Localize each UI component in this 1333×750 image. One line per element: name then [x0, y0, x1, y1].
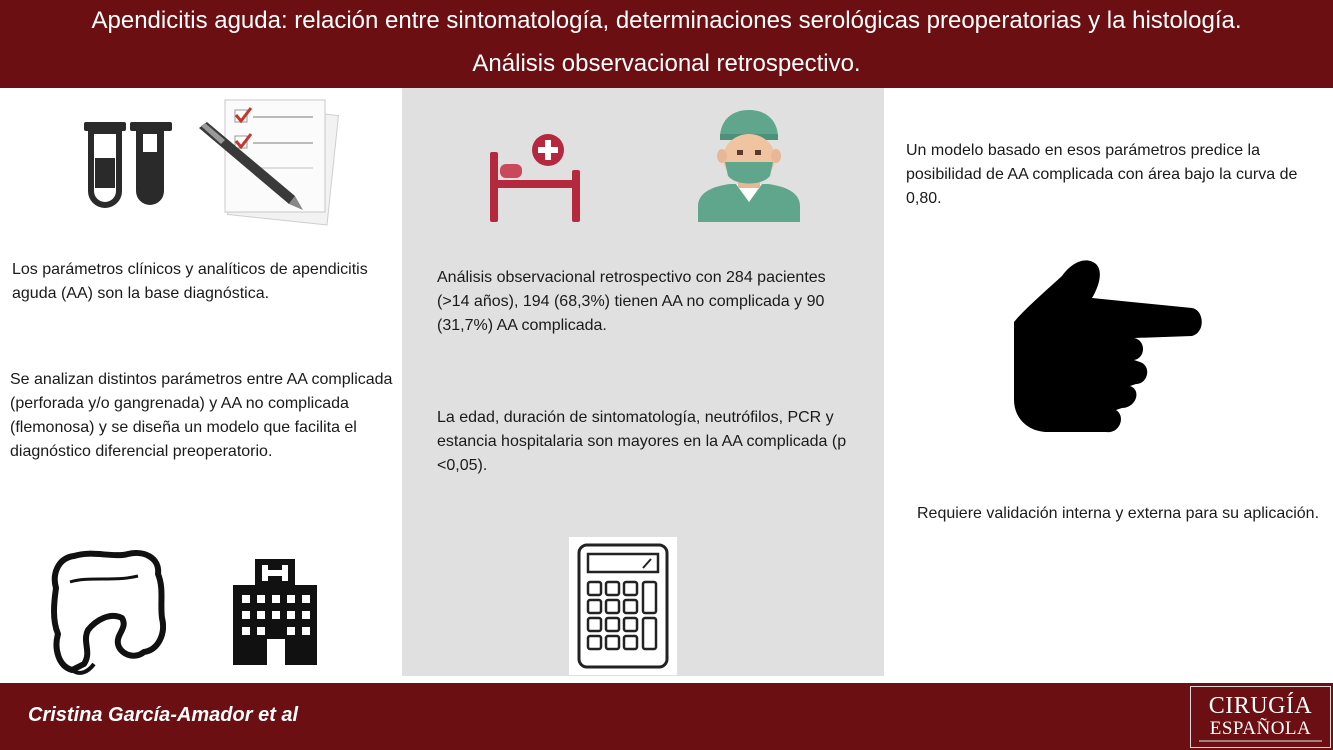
right-paragraph-2: Requiere validación interna y externa para su aplicación. [917, 505, 1320, 522]
hospital-bed-icon [488, 130, 584, 225]
title-banner [0, 0, 1333, 88]
footer-bar [0, 683, 1333, 750]
logo-text-line-1: CIRUGÍA [1208, 693, 1313, 719]
pointing-hand-icon [1012, 254, 1204, 436]
right-paragraph-1: Un modelo basado en esos parámetros predice la posibilidad de AA complicada con área bajo la curva de 0,80. [906, 142, 1298, 207]
colon-icon [48, 548, 166, 680]
test-tubes-icon [80, 118, 175, 218]
calculator-icon [569, 537, 677, 675]
title-line-2: Análisis observacional retrospectivo. [472, 50, 861, 77]
checklist-icon [195, 92, 345, 227]
journal-logo [1190, 686, 1331, 748]
left-paragraph-2: Se analizan distintos parámetros entre AA complicada (perforada y/o gangrenada) y AA no complicada (flemonosa) y se diseña un modelo que facilita el diagnóstico diferencial preoperatorio. [10, 371, 393, 460]
middle-paragraph-1: Análisis observacional retrospectivo con 284 pacientes (>14 años), 194 (68,3%) tienen AA no complicada y 90 (31,7%) AA complicada. [437, 269, 826, 334]
middle-paragraph-2: La edad, duración de sintomatología, neutrófilos, PCR y estancia hospitalaria son mayores en la AA complicada (p <0,05). [437, 409, 847, 474]
author-credit: Cristina García-Amador et al [28, 704, 299, 726]
hospital-building-icon [230, 557, 320, 667]
surgeon-icon [690, 106, 808, 224]
title-line-1: Apendicitis aguda: relación entre sintomatología, determinaciones serológicas preoperatorias y la histología. [91, 7, 1242, 34]
logo-text-line-2: ESPAÑOLA [1209, 718, 1312, 739]
logo-subline [1199, 740, 1322, 742]
left-paragraph-1: Los parámetros clínicos y analíticos de apendicitis aguda (AA) son la base diagnóstica. [12, 261, 368, 302]
